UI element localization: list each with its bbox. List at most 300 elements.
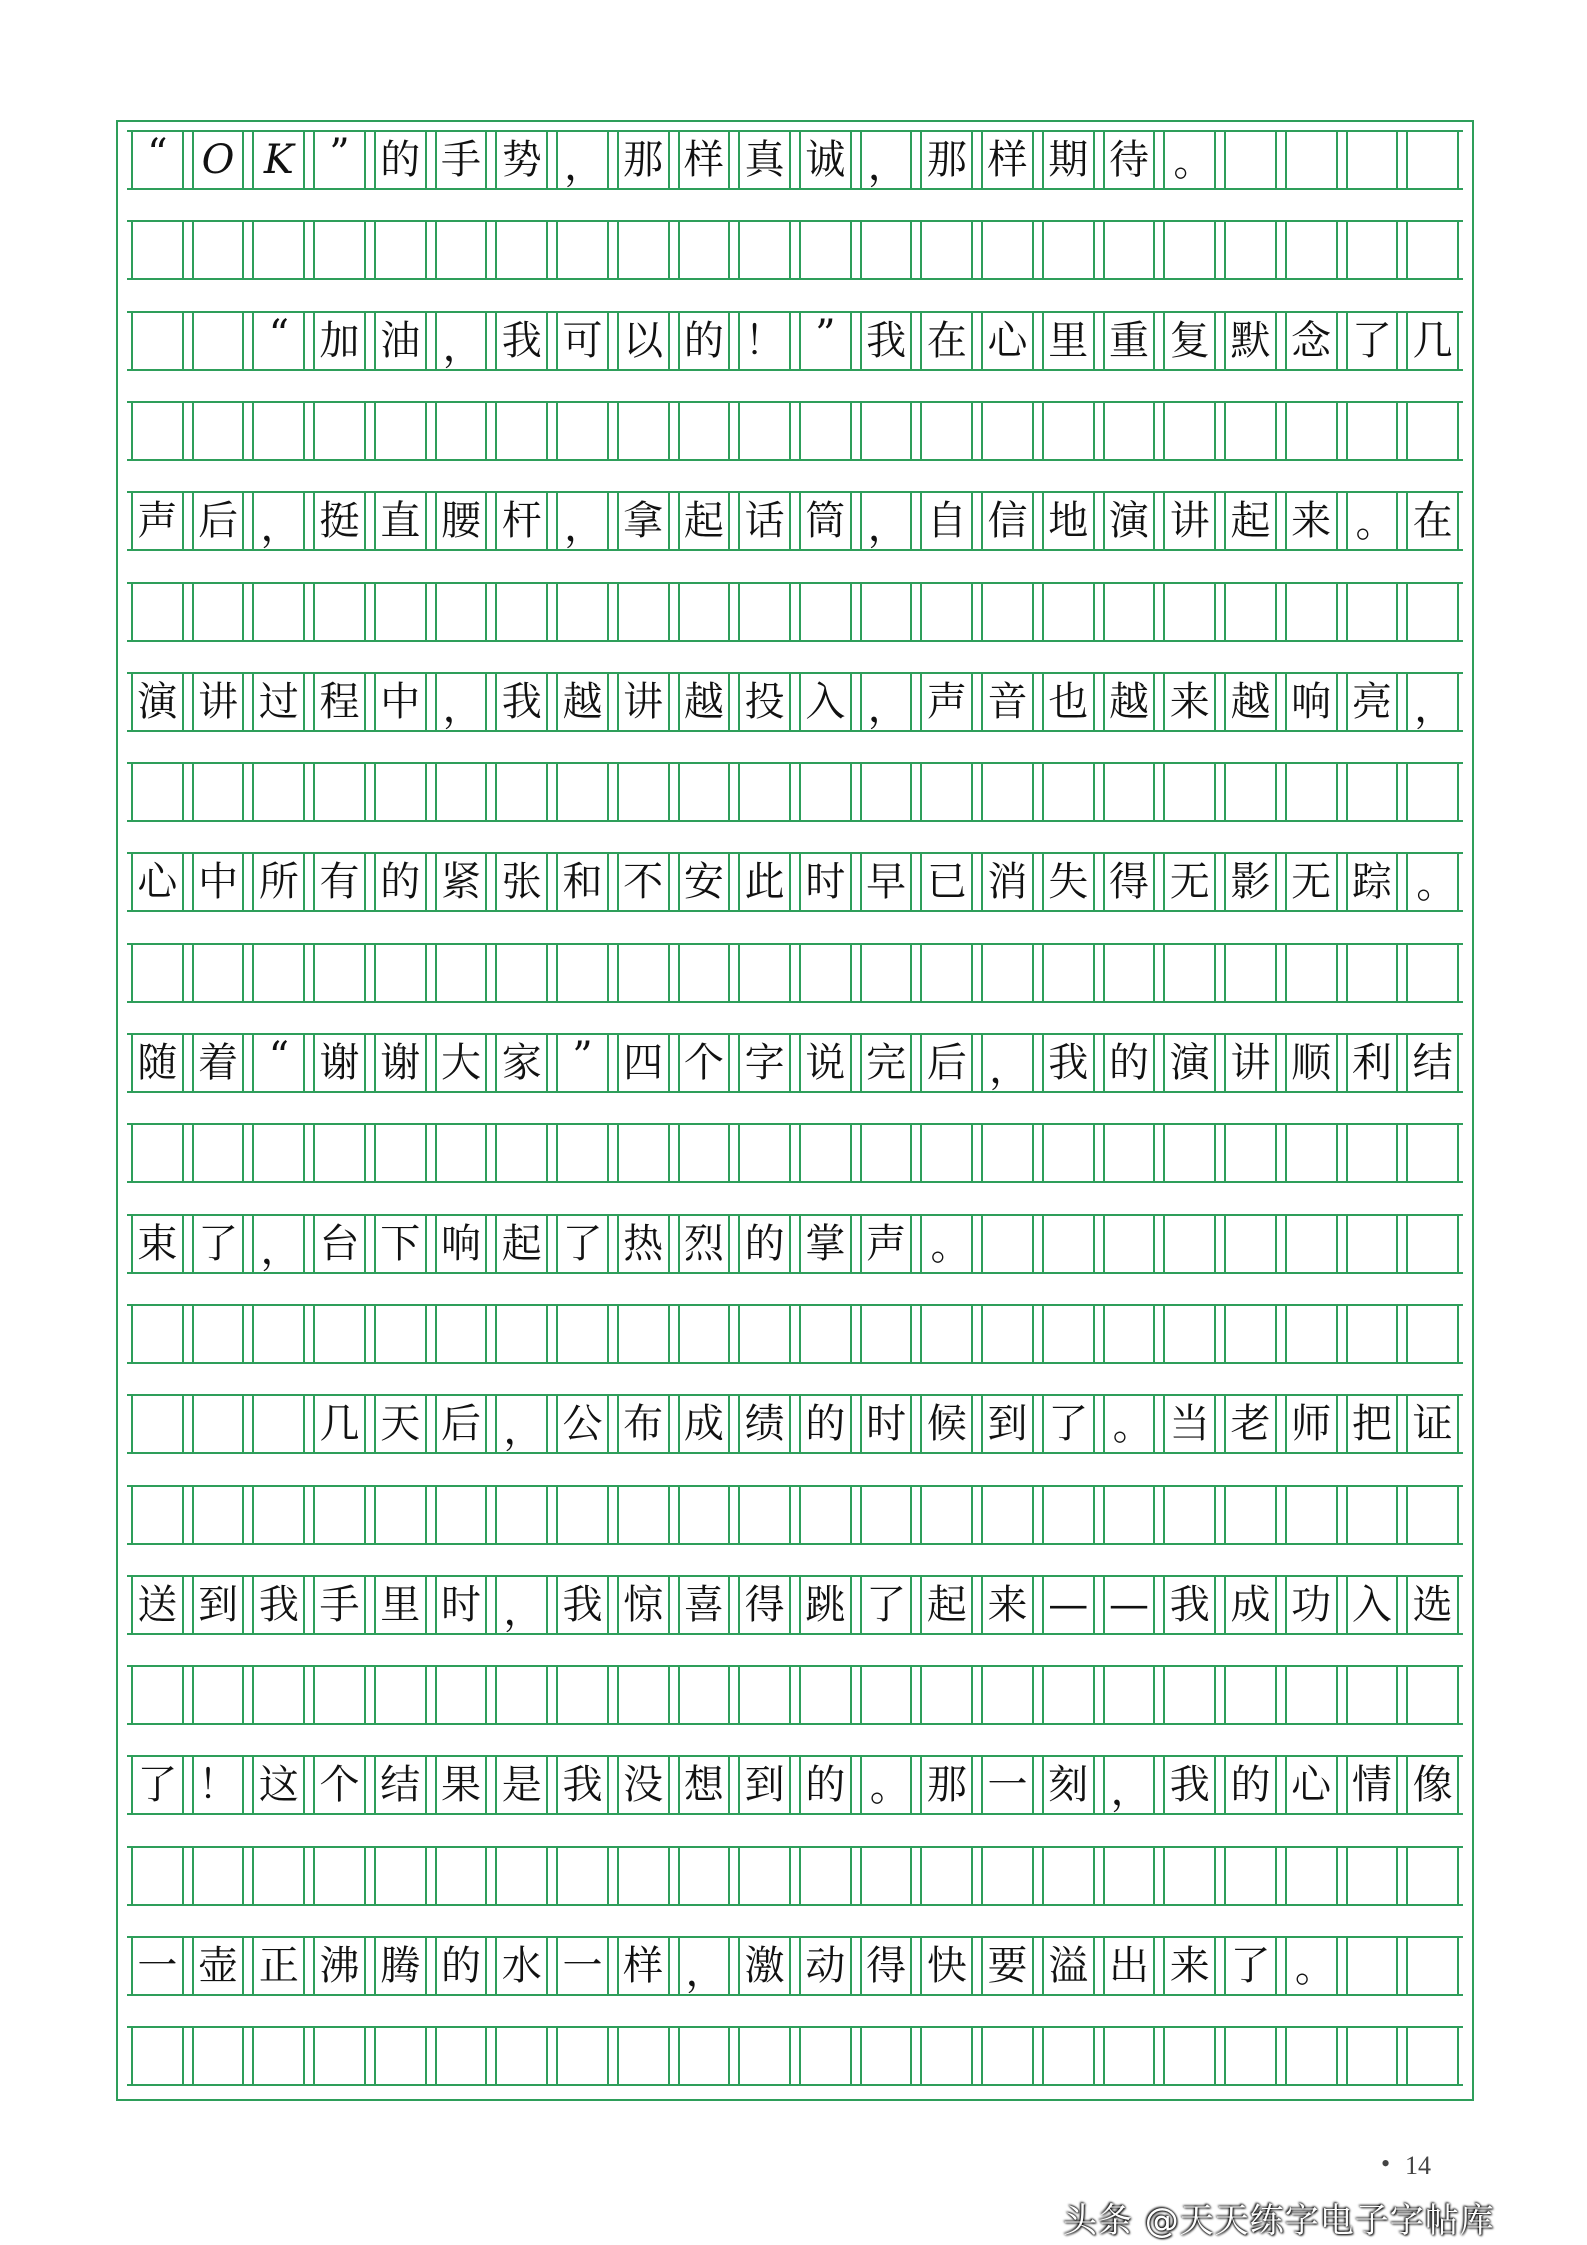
grid-cell — [860, 1306, 913, 1362]
grid-cell — [1103, 764, 1156, 820]
grid-cell — [617, 1125, 670, 1181]
grid-cell: ， — [556, 132, 609, 188]
grid-cell: 来 — [1163, 674, 1216, 730]
grid-cell: 起 — [495, 1216, 548, 1272]
grid-cell — [1224, 1306, 1277, 1362]
grid-cell — [1042, 2028, 1095, 2084]
grid-cell: 没 — [617, 1757, 670, 1813]
grid-cell — [738, 2028, 791, 2084]
grid-cell — [617, 1848, 670, 1904]
grid-cell — [617, 222, 670, 278]
grid-cell: K — [252, 132, 305, 188]
grid-cell — [738, 1848, 791, 1904]
grid-cell: 了 — [192, 1216, 245, 1272]
grid-cell: 我 — [495, 674, 548, 730]
grid-cell: 到 — [192, 1577, 245, 1633]
grid-cell: 到 — [738, 1757, 791, 1813]
grid-row — [127, 943, 1463, 1003]
grid-cell: ， — [435, 313, 488, 369]
grid-cell: 正 — [252, 1938, 305, 1994]
grid-cell: 得 — [738, 1577, 791, 1633]
grid-cell: 讲 — [617, 674, 670, 730]
grid-cell: 越 — [678, 674, 731, 730]
grid-cell — [1406, 584, 1459, 640]
grid-cell — [920, 1306, 973, 1362]
grid-cell — [1406, 2028, 1459, 2084]
grid-cell — [131, 1306, 184, 1362]
grid-cell — [799, 1487, 852, 1543]
grid-cell — [678, 1667, 731, 1723]
grid-cell: 已 — [920, 854, 973, 910]
grid-cell — [738, 764, 791, 820]
grid-cell: 壶 — [192, 1938, 245, 1994]
grid-cell: 束 — [131, 1216, 184, 1272]
grid-cell: 出 — [1103, 1938, 1156, 1994]
grid-cell: 选 — [1406, 1577, 1459, 1633]
grid-cell: ” — [313, 132, 366, 188]
grid-cell — [1042, 584, 1095, 640]
grid-cell: 沸 — [313, 1938, 366, 1994]
grid-cell — [920, 945, 973, 1001]
grid-cell: 以 — [617, 313, 670, 369]
grid-cell: 失 — [1042, 854, 1095, 910]
grid-cell — [192, 945, 245, 1001]
grid-cell — [1285, 945, 1338, 1001]
grid-cell: 几 — [1406, 313, 1459, 369]
grid-cell: ， — [252, 1216, 305, 1272]
grid-cell: 讲 — [1163, 493, 1216, 549]
grid-cell — [1103, 945, 1156, 1001]
grid-cell — [556, 222, 609, 278]
grid-cell — [1163, 1125, 1216, 1181]
grid-cell — [1406, 403, 1459, 459]
grid-cell: 越 — [556, 674, 609, 730]
grid-cell — [1406, 132, 1459, 188]
grid-cell — [313, 403, 366, 459]
grid-cell: 心 — [1285, 1757, 1338, 1813]
grid-cell: 利 — [1346, 1035, 1399, 1091]
grid-cell — [920, 403, 973, 459]
grid-cell — [374, 222, 427, 278]
grid-cell: 腰 — [435, 493, 488, 549]
grid-cell — [1285, 222, 1338, 278]
grid-cell — [252, 945, 305, 1001]
grid-cell — [1163, 945, 1216, 1001]
grid-cell: 个 — [313, 1757, 366, 1813]
grid-cell — [799, 1306, 852, 1362]
grid-cell: ， — [1103, 1757, 1156, 1813]
grid-cell: 响 — [435, 1216, 488, 1272]
grid-cell — [678, 945, 731, 1001]
grid-cell — [678, 1125, 731, 1181]
grid-cell — [860, 584, 913, 640]
grid-cell — [981, 945, 1034, 1001]
grid-cell — [252, 764, 305, 820]
grid-row — [127, 672, 1463, 732]
grid-cell: 加 — [313, 313, 366, 369]
grid-cell: 。 — [1285, 1938, 1338, 1994]
grid-cell — [131, 403, 184, 459]
grid-cell — [374, 1487, 427, 1543]
grid-cell — [1163, 584, 1216, 640]
grid-cell: ， — [495, 1396, 548, 1452]
grid-cell: 喜 — [678, 1577, 731, 1633]
grid-cell — [1042, 1848, 1095, 1904]
grid-cell: 势 — [495, 132, 548, 188]
grid-row — [127, 401, 1463, 461]
grid-cell: ， — [981, 1035, 1034, 1091]
grid-cell — [860, 2028, 913, 2084]
grid-cell — [920, 764, 973, 820]
grid-cell — [981, 1125, 1034, 1181]
grid-row — [127, 1846, 1463, 1906]
grid-cell — [495, 1667, 548, 1723]
grid-cell: 地 — [1042, 493, 1095, 549]
grid-cell: 张 — [495, 854, 548, 910]
grid-cell: 一 — [556, 1938, 609, 1994]
grid-cell: — — [1103, 1577, 1156, 1633]
grid-cell: ， — [860, 674, 913, 730]
grid-cell — [1224, 584, 1277, 640]
grid-cell — [252, 1487, 305, 1543]
grid-cell: 跳 — [799, 1577, 852, 1633]
grid-cell — [1406, 1216, 1459, 1272]
grid-cell: 我 — [556, 1577, 609, 1633]
grid-cell: 程 — [313, 674, 366, 730]
grid-cell: 和 — [556, 854, 609, 910]
grid-cell — [981, 1667, 1034, 1723]
grid-cell — [313, 945, 366, 1001]
grid-cell — [252, 1306, 305, 1362]
grid-cell: 烈 — [678, 1216, 731, 1272]
grid-cell — [1285, 2028, 1338, 2084]
grid-cell — [313, 1848, 366, 1904]
grid-cell — [860, 1125, 913, 1181]
grid-cell: ， — [495, 1577, 548, 1633]
grid-cell — [799, 403, 852, 459]
grid-cell: 样 — [617, 1938, 670, 1994]
grid-cell — [678, 1306, 731, 1362]
grid-cell — [435, 222, 488, 278]
grid-cell — [1163, 1216, 1216, 1272]
grid-cell — [1406, 764, 1459, 820]
grid-cell: 后 — [435, 1396, 488, 1452]
grid-cell: 当 — [1163, 1396, 1216, 1452]
grid-cell — [799, 222, 852, 278]
grid-row — [127, 1214, 1463, 1274]
grid-cell — [738, 1125, 791, 1181]
grid-cell — [1103, 2028, 1156, 2084]
grid-cell — [1346, 945, 1399, 1001]
grid-cell — [556, 764, 609, 820]
grid-cell: 老 — [1224, 1396, 1277, 1452]
grid-cell — [1163, 1848, 1216, 1904]
grid-cell: 拿 — [617, 493, 670, 549]
grid-cell — [495, 1125, 548, 1181]
grid-cell — [1163, 1487, 1216, 1543]
grid-row — [127, 1665, 1463, 1725]
grid-cell — [1224, 1125, 1277, 1181]
grid-cell: 声 — [860, 1216, 913, 1272]
grid-cell — [799, 764, 852, 820]
grid-cell: 想 — [678, 1757, 731, 1813]
grid-cell: 顺 — [1285, 1035, 1338, 1091]
grid-cell: 声 — [920, 674, 973, 730]
grid-cell — [313, 1667, 366, 1723]
grid-cell — [252, 1125, 305, 1181]
grid-cell: 手 — [435, 132, 488, 188]
grid-cell: 期 — [1042, 132, 1095, 188]
grid-cell — [374, 1848, 427, 1904]
grid-cell — [678, 1848, 731, 1904]
grid-cell — [738, 222, 791, 278]
grid-cell — [374, 1667, 427, 1723]
grid-cell: 。 — [920, 1216, 973, 1272]
grid-cell: 越 — [1103, 674, 1156, 730]
grid-cell: ， — [556, 493, 609, 549]
grid-cell: 成 — [678, 1396, 731, 1452]
grid-cell: 我 — [860, 313, 913, 369]
grid-cell — [131, 1667, 184, 1723]
grid-cell: 要 — [981, 1938, 1034, 1994]
grid-cell: 功 — [1285, 1577, 1338, 1633]
grid-cell: 心 — [131, 854, 184, 910]
grid-cell: 个 — [678, 1035, 731, 1091]
grid-cell: 师 — [1285, 1396, 1338, 1452]
grid-cell — [1406, 1848, 1459, 1904]
grid-cell: 天 — [374, 1396, 427, 1452]
grid-cell: 也 — [1042, 674, 1095, 730]
grid-cell: 手 — [313, 1577, 366, 1633]
grid-cell: 我 — [556, 1757, 609, 1813]
grid-cell — [374, 764, 427, 820]
grid-cell — [981, 1306, 1034, 1362]
grid-cell: 里 — [1042, 313, 1095, 369]
grid-cell: 那 — [920, 132, 973, 188]
grid-cell: 在 — [920, 313, 973, 369]
grid-cell — [920, 584, 973, 640]
grid-cell: ， — [435, 674, 488, 730]
grid-cell — [617, 584, 670, 640]
grid-cell: 。 — [860, 1757, 913, 1813]
grid-cell — [981, 584, 1034, 640]
grid-cell — [1346, 132, 1399, 188]
grid-cell — [738, 1306, 791, 1362]
grid-cell — [617, 945, 670, 1001]
grid-cell — [131, 222, 184, 278]
grid-cell: 念 — [1285, 313, 1338, 369]
grid-cell — [1285, 1306, 1338, 1362]
grid-cell: 声 — [131, 493, 184, 549]
grid-cell — [1163, 403, 1216, 459]
grid-cell — [617, 403, 670, 459]
grid-cell: 了 — [1042, 1396, 1095, 1452]
grid-cell — [1406, 945, 1459, 1001]
grid-cell — [1224, 1848, 1277, 1904]
grid-cell — [252, 584, 305, 640]
grid-cell: 说 — [799, 1035, 852, 1091]
grid-cell — [495, 945, 548, 1001]
grid-cell — [252, 222, 305, 278]
grid-cell — [799, 945, 852, 1001]
grid-cell — [920, 2028, 973, 2084]
practice-sheet — [116, 120, 1474, 2101]
grid-cell — [981, 403, 1034, 459]
grid-cell: 演 — [131, 674, 184, 730]
grid-cell: 像 — [1406, 1757, 1459, 1813]
grid-cell — [495, 1848, 548, 1904]
grid-cell — [556, 584, 609, 640]
grid-cell: ， — [1406, 674, 1459, 730]
grid-cell — [1346, 1306, 1399, 1362]
grid-cell — [495, 222, 548, 278]
grid-cell — [1103, 1306, 1156, 1362]
grid-cell — [678, 584, 731, 640]
watermark: 头条 @天天练字电子字帖库 — [1063, 2201, 1495, 2241]
grid-cell — [1103, 222, 1156, 278]
grid-cell — [556, 1487, 609, 1543]
grid-cell: 动 — [799, 1938, 852, 1994]
grid-cell: “ — [252, 313, 305, 369]
grid-cell — [1224, 1667, 1277, 1723]
grid-row — [127, 852, 1463, 912]
grid-cell — [435, 1306, 488, 1362]
grid-cell — [1163, 1306, 1216, 1362]
grid-cell — [738, 945, 791, 1001]
grid-cell: 情 — [1346, 1757, 1399, 1813]
grid-cell: 四 — [617, 1035, 670, 1091]
grid-cell: 谢 — [374, 1035, 427, 1091]
grid-cell: 了 — [860, 1577, 913, 1633]
grid-cell: 越 — [1224, 674, 1277, 730]
grid-cell — [1285, 403, 1338, 459]
grid-cell — [1103, 1848, 1156, 1904]
grid-cell: 着 — [192, 1035, 245, 1091]
grid-cell — [131, 2028, 184, 2084]
grid-cell — [1285, 1667, 1338, 1723]
grid-cell — [1285, 1125, 1338, 1181]
grid-cell — [374, 1125, 427, 1181]
grid-cell: 入 — [799, 674, 852, 730]
grid-cell — [313, 1125, 366, 1181]
grid-cell: 。 — [1346, 493, 1399, 549]
grid-cell — [313, 584, 366, 640]
grid-cell — [1103, 1125, 1156, 1181]
grid-cell: 心 — [981, 313, 1034, 369]
grid-cell: 这 — [252, 1757, 305, 1813]
grid-cell — [1103, 1487, 1156, 1543]
grid-cell: 把 — [1346, 1396, 1399, 1452]
grid-cell — [556, 1125, 609, 1181]
grid-cell — [192, 403, 245, 459]
grid-cell: 送 — [131, 1577, 184, 1633]
grid-cell: 的 — [678, 313, 731, 369]
grid-cell — [1346, 403, 1399, 459]
grid-row — [127, 130, 1463, 190]
grid-cell — [1042, 222, 1095, 278]
grid-cell: 不 — [617, 854, 670, 910]
grid-cell: 果 — [435, 1757, 488, 1813]
grid-cell: 字 — [738, 1035, 791, 1091]
grid-cell: ， — [860, 493, 913, 549]
grid-cell — [435, 764, 488, 820]
grid-cell — [131, 1848, 184, 1904]
grid-cell — [799, 1125, 852, 1181]
grid-cell — [313, 2028, 366, 2084]
grid-cell: 刻 — [1042, 1757, 1095, 1813]
grid-cell: 有 — [313, 854, 366, 910]
grid-row — [127, 1304, 1463, 1364]
grid-cell: 真 — [738, 132, 791, 188]
grid-cell: 随 — [131, 1035, 184, 1091]
grid-cell: 样 — [678, 132, 731, 188]
grid-cell — [495, 1487, 548, 1543]
grid-cell — [1103, 1216, 1156, 1272]
grid-cell: 绩 — [738, 1396, 791, 1452]
grid-cell — [313, 1306, 366, 1362]
grid-cell: 快 — [920, 1938, 973, 1994]
grid-cell — [1406, 1487, 1459, 1543]
grid-cell — [920, 222, 973, 278]
grid-cell — [435, 945, 488, 1001]
grid-cell — [1406, 1125, 1459, 1181]
grid-cell — [678, 764, 731, 820]
grid-cell — [617, 1487, 670, 1543]
grid-cell: 早 — [860, 854, 913, 910]
grid-cell — [1406, 1667, 1459, 1723]
grid-cell: 投 — [738, 674, 791, 730]
grid-cell: 油 — [374, 313, 427, 369]
grid-cell: 我 — [252, 1577, 305, 1633]
grid-cell: ！ — [738, 313, 791, 369]
grid-row — [127, 1485, 1463, 1545]
page-dot: • — [1381, 2149, 1391, 2178]
grid-cell: 的 — [435, 1938, 488, 1994]
grid-cell: 可 — [556, 313, 609, 369]
grid-cell — [1346, 1216, 1399, 1272]
grid-cell: 时 — [799, 854, 852, 910]
grid-cell: 了 — [131, 1757, 184, 1813]
grid-cell: 我 — [1163, 1577, 1216, 1633]
grid-row — [127, 2026, 1463, 2086]
grid-cell — [860, 945, 913, 1001]
grid-cell — [1042, 1487, 1095, 1543]
grid-cell: 下 — [374, 1216, 427, 1272]
grid-cell — [374, 584, 427, 640]
grid-cell: 无 — [1285, 854, 1338, 910]
grid-cell — [617, 1667, 670, 1723]
grid-cell: 一 — [981, 1757, 1034, 1813]
grid-row — [127, 1033, 1463, 1093]
grid-cell — [374, 403, 427, 459]
grid-cell — [738, 584, 791, 640]
grid-cell: 紧 — [435, 854, 488, 910]
grid-cell — [192, 1487, 245, 1543]
grid-cell — [981, 1216, 1034, 1272]
grid-cell: 几 — [313, 1396, 366, 1452]
grid-cell: 。 — [1406, 854, 1459, 910]
grid-cell — [738, 1667, 791, 1723]
grid-cell — [860, 1487, 913, 1543]
grid-cell — [1346, 764, 1399, 820]
grid-cell — [678, 403, 731, 459]
grid-cell — [981, 2028, 1034, 2084]
grid-cell: 一 — [131, 1938, 184, 1994]
grid-cell — [920, 1125, 973, 1181]
grid-cell — [192, 1848, 245, 1904]
grid-cell — [1285, 764, 1338, 820]
page-number: 14 — [1405, 2151, 1431, 2180]
